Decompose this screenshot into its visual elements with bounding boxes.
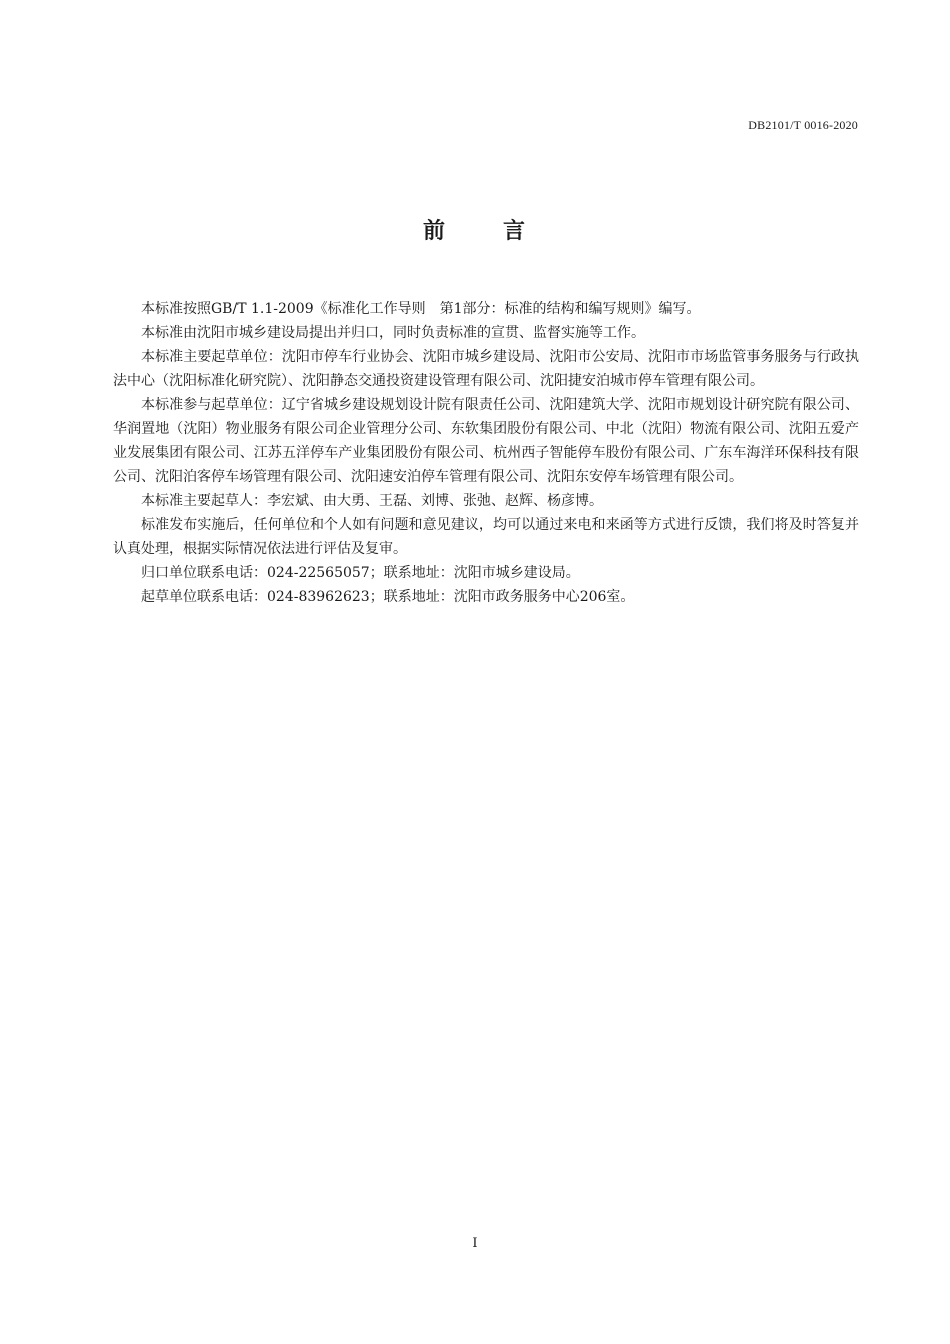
paragraph-contact-drafter: 起草单位联系电话：024-83962623；联系地址：沈阳市政务服务中心206室。	[141, 589, 635, 605]
title-char-1: 前	[422, 219, 447, 244]
paragraph-feedback: 标准发布实施后，任何单位和个人如有问题和意见建议，均可以通过来电和来函等方式进行反馈，我们将及时答复并认真处理，根据实际情况依法进行评估及复审。	[113, 517, 859, 557]
paragraph-drafting-rules: 本标准按照GB/T 1.1-2009《标准化工作导则 第1部分：标准的结构和编写规则》编写。	[141, 301, 701, 317]
paragraph-participating-units: 本标准参与起草单位：辽宁省城乡建设规划设计院有限责任公司、沈阳建筑大学、沈阳市规划设计研究院有限公司、华润置地（沈阳）物业服务有限公司企业管理分公司、东软集团股份有限公司、中北（沈阳）物流有限公司、沈阳五爱产业发展集团有限公司、江苏五洋停车产业集团股份有限公司、杭州西子智能停车股份有限公司、广东车海洋环保科技有限公司、沈阳泊客停车场管理有限公司、沈阳速安泊停车管理有限公司、沈阳东安停车场管理有限公司。	[113, 397, 859, 485]
paragraph-main-drafting-units: 本标准主要起草单位：沈阳市停车行业协会、沈阳市城乡建设局、沈阳市公安局、沈阳市市场监管事务服务与行政执法中心（沈阳标准化研究院）、沈阳静态交通投资建设管理有限公司、沈阳捷安泊城市停车管理有限公司。	[113, 349, 859, 389]
paragraph-contact-owner: 归口单位联系电话：024-22565057；联系地址：沈阳市城乡建设局。	[141, 565, 580, 581]
page-title	[0, 214, 950, 245]
foreword-body	[113, 297, 859, 609]
paragraph-main-drafters: 本标准主要起草人：李宏斌、由大勇、王磊、刘博、张弛、赵辉、杨彦博。	[141, 493, 603, 509]
paragraph-proposer: 本标准由沈阳市城乡建设局提出并归口，同时负责标准的宣贯、监督实施等工作。	[141, 325, 645, 341]
document-code: DB2101/T 0016-2020	[748, 118, 858, 132]
title-char-2: 言	[503, 219, 528, 244]
page-number: I	[472, 1236, 478, 1251]
